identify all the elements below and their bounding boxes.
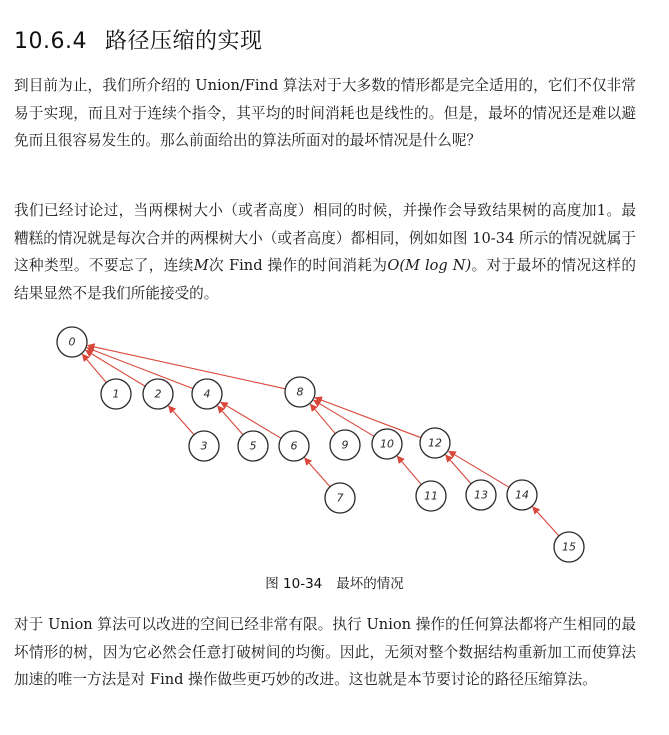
tree-node-12 <box>420 428 450 458</box>
edge-3-to-2 <box>169 406 194 435</box>
tree-node-2 <box>143 379 173 409</box>
node-label: 7 <box>336 491 344 505</box>
tree-node-8 <box>285 377 315 407</box>
tree-node-1 <box>101 379 131 409</box>
section-heading <box>14 24 263 55</box>
node-label: 2 <box>154 387 162 401</box>
tree-node-3 <box>189 431 219 461</box>
node-label: 0 <box>68 335 76 349</box>
node-label: 5 <box>249 439 257 453</box>
section-number: 10.6.4 <box>14 29 87 54</box>
node-label: 8 <box>296 385 304 399</box>
edge-5-to-4 <box>218 406 243 435</box>
variable-m: M <box>193 257 209 274</box>
node-label: 11 <box>424 489 438 503</box>
paragraph-2-part-a: 我们已经讨论过，当两棵树大小（或者高度）相同的时候，并操作会导致结果树的高度加1。最糟糕的情况就是每次合并的两棵树大小（或者高度）都相同，例如如图 10-34 所示的情况就属于这种类型。不要忘了，连续 <box>14 202 636 274</box>
figure-caption-text: 最坏的情况 <box>336 576 404 592</box>
tree-node-14 <box>507 480 537 510</box>
tree-node-13 <box>466 480 496 510</box>
node-label: 4 <box>203 387 211 401</box>
tree-node-11 <box>416 481 446 511</box>
node-label: 12 <box>428 436 442 450</box>
tree-node-10 <box>372 429 402 459</box>
paragraph-2-part-b: 次 Find 操作的时间消耗为 <box>208 257 388 274</box>
paragraph-3: 对于 Union 算法可以改进的空间已经非常有限。执行 Union 操作的任何算法都将产生相同的最坏情形的树，因为它必然会任意打破树间的均衡。因此，无须对整个数据结构重新加工而使算法加速的唯一方法是对 Find 操作做些更巧妙的改进。这也就是本节要讨论的路径压缩算法。 <box>14 616 636 688</box>
node-label: 14 <box>515 488 529 502</box>
node-label: 13 <box>474 488 488 502</box>
node-label: 6 <box>290 439 298 453</box>
edge-15-to-14 <box>533 507 559 536</box>
paragraph-1: 到目前为止，我们所介绍的 Union/Find 算法对于大多数的情形都是完全适用的，它们不仅非常易于实现，而且对于连续个指令，其平均的时间消耗也是线性的。但是，最坏的情况还是难以避免而且很容易发生的。那么前面给出的算法所面对的最坏情况是什么呢？ <box>14 77 636 149</box>
edge-13-to-12 <box>446 455 471 484</box>
tree-node-6 <box>279 431 309 461</box>
node-label: 1 <box>112 387 120 401</box>
node-label: 3 <box>200 439 208 453</box>
edge-7-to-6 <box>305 458 330 487</box>
node-label: 15 <box>562 540 576 554</box>
worst-case-tree-figure <box>0 318 669 568</box>
edge-1-to-0 <box>82 354 106 382</box>
figure-caption <box>0 572 669 592</box>
tree-node-7 <box>325 483 355 513</box>
edge-9-to-8 <box>310 404 335 433</box>
tree-node-15 <box>554 532 584 562</box>
node-label: 10 <box>380 437 394 451</box>
tree-node-4 <box>192 379 222 409</box>
tree-node-5 <box>238 431 268 461</box>
tree-node-9 <box>330 430 360 460</box>
figure-number: 图 10-34 <box>265 576 323 592</box>
section-title: 路径压缩的实现 <box>104 29 263 54</box>
paragraph-2-part-c: 。对于最坏的情况这样的结果显然不是我们所能接受的。 <box>14 257 636 302</box>
edge-12-to-8 <box>315 398 421 438</box>
complexity-formula: O(M log N) <box>387 257 472 274</box>
edge-11-to-10 <box>397 456 421 484</box>
node-label: 9 <box>341 438 349 452</box>
tree-node-0 <box>57 327 87 357</box>
paragraph-2 <box>14 197 636 307</box>
